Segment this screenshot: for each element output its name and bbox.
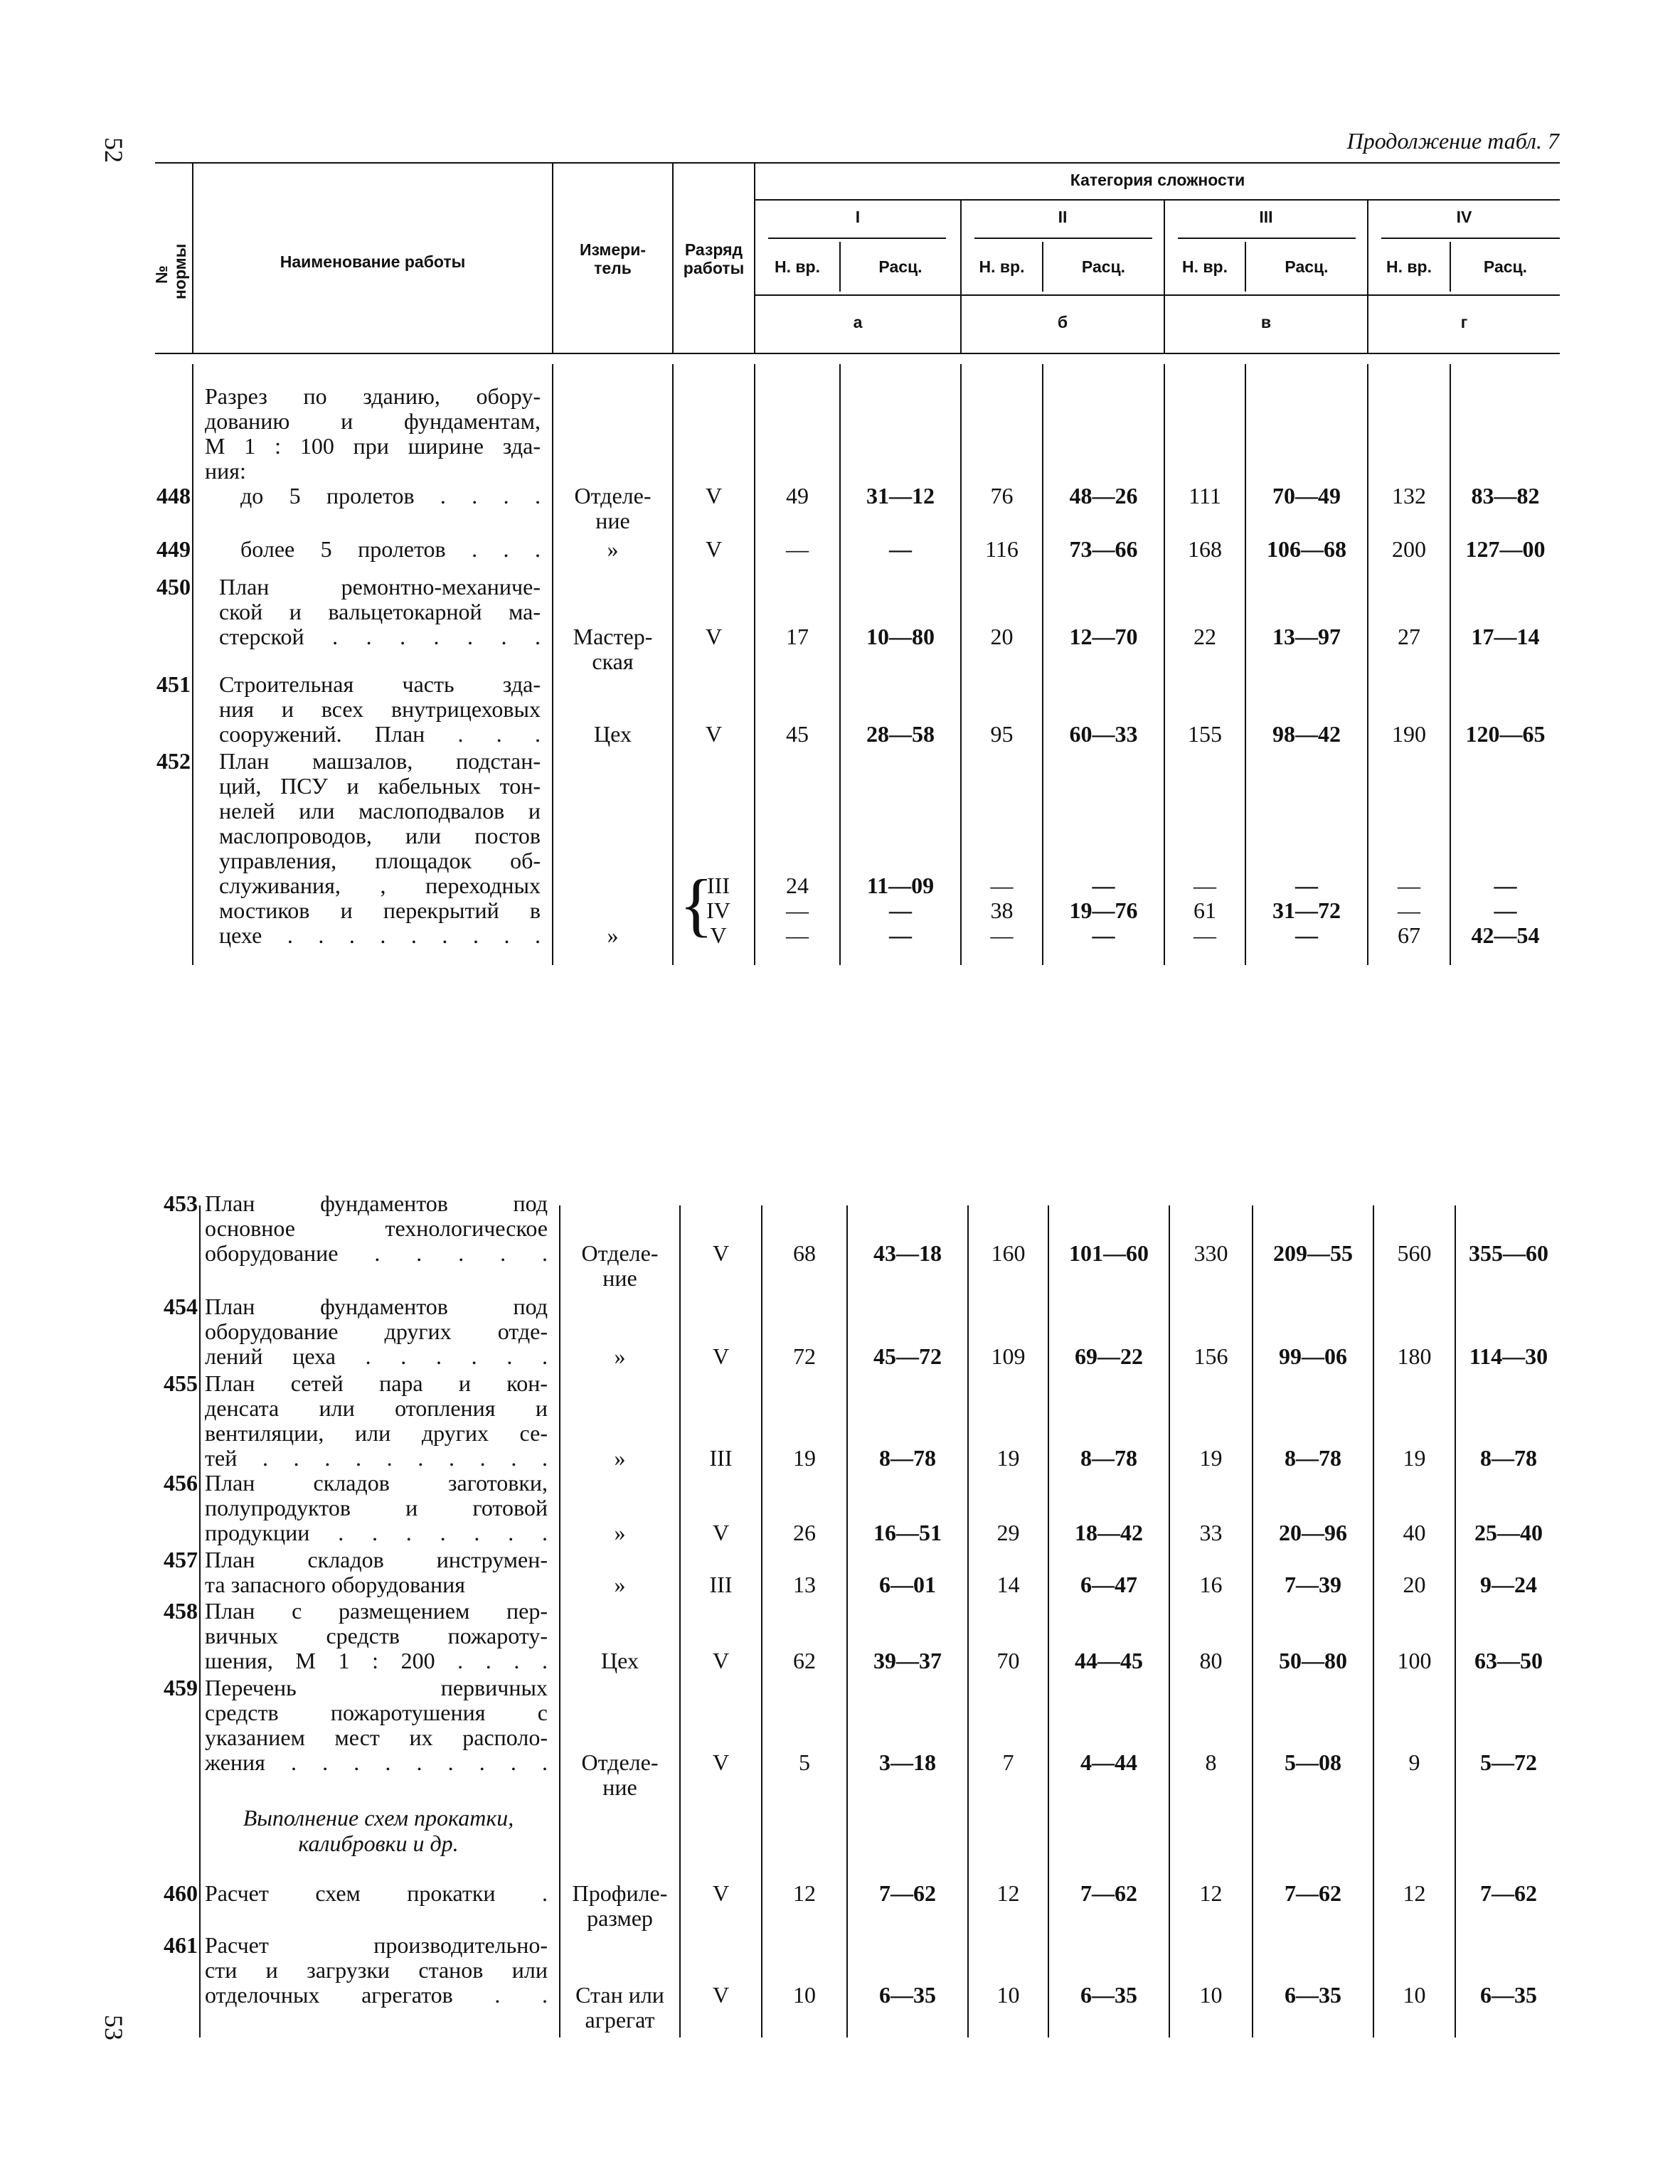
bottom-row-455-no: 455 xyxy=(164,1370,198,1396)
sub-norm-1: Н. вр. xyxy=(775,257,820,276)
bottom-row-459-v3: 4—44 xyxy=(1080,1749,1137,1775)
top-row-449-v5: 106—68 xyxy=(1267,536,1346,562)
bottom-row-461-name: Расчет производительно- сти и загрузки станов или отделочных агрегатов . . xyxy=(205,1932,548,2008)
bottom-row-459-v1: 3—18 xyxy=(879,1749,936,1775)
sub-norm-4: Н. вр. xyxy=(1386,257,1432,276)
bottom-row-458-no: 458 xyxy=(164,1598,198,1624)
bottom-row-461-grade: V xyxy=(712,1982,730,2008)
bottom-row-458-grade: V xyxy=(712,1648,730,1673)
top-row-452-name: План машзалов, подстан- ций, ПСУ и кабельных тон- нелей или маслоподвалов и маслопроводов, или постов управления, площадок об- служивания, , переходных мостиков и перекрытий в цехе . . . . . . . . . xyxy=(219,748,541,948)
top-row-448-v7: 83—82 xyxy=(1471,483,1540,508)
bottom-row-455-v2: 19 xyxy=(996,1445,1020,1471)
bottom-row-454-unit0: » xyxy=(614,1343,626,1369)
bottom-row-458-v2: 70 xyxy=(996,1648,1020,1673)
top-row-452-sub1-v6: — xyxy=(1398,897,1420,923)
top-row-452-sub2-v1: — xyxy=(889,922,912,948)
bottom-row-455-v0: 19 xyxy=(793,1445,816,1471)
bottom-row-459-v7: 5—72 xyxy=(1480,1749,1537,1775)
bottom-row-453-unit1: ние xyxy=(602,1265,637,1291)
bottom-row-457-v7: 9—24 xyxy=(1480,1572,1537,1597)
top-row-452-sub2-v2: — xyxy=(990,922,1014,948)
top-row-452-sub0-v2: — xyxy=(990,873,1014,898)
top-row-448-grade: V xyxy=(705,483,723,508)
bottom-row-457-v2: 14 xyxy=(996,1572,1020,1597)
bottom-row-457-v0: 13 xyxy=(793,1572,816,1597)
top-row-449-v4: 168 xyxy=(1188,536,1222,562)
top-row-448-v2: 76 xyxy=(990,483,1014,508)
top-row-452-sub2-v4: — xyxy=(1193,922,1216,948)
header-category: Категория сложности xyxy=(1070,171,1245,189)
bottom-row-458-name: План с размещением пер- вичных средств пожароту- шения, М 1 : 200 . . . . xyxy=(205,1598,548,1673)
top-row-450-name: План ремонтно-механиче- ской и вальцетокарной ма- стерской . . . . . . . xyxy=(219,574,541,649)
top-row-452-sub1-v4: 61 xyxy=(1193,897,1216,923)
bottom-row-456-v6: 40 xyxy=(1403,1520,1426,1545)
top-row-451-v0: 45 xyxy=(786,721,809,747)
bottom-row-456-v0: 26 xyxy=(793,1520,816,1545)
top-row-452-no: 452 xyxy=(156,748,191,774)
bottom-row-460-unit1: размер xyxy=(587,1905,653,1931)
top-row-449-no: 449 xyxy=(156,536,191,562)
top-row-448-v3: 48—26 xyxy=(1069,483,1138,508)
bottom-row-461-v1: 6—35 xyxy=(879,1982,936,2008)
bottom-row-457-unit0: » xyxy=(614,1572,626,1597)
top-row-451-v6: 190 xyxy=(1392,721,1426,747)
letter-b: б xyxy=(1057,313,1068,331)
bottom-row-455-name: План сетей пара и кон- денсата или отопления и вентиляции, или других се- тей . . . . . . . . . . xyxy=(205,1370,548,1471)
bottom-row-459-v0: 5 xyxy=(799,1749,810,1775)
bottom-row-453-v5: 209—55 xyxy=(1273,1240,1353,1266)
bottom-row-457-v6: 20 xyxy=(1403,1572,1426,1597)
bottom-row-453-v3: 101—60 xyxy=(1069,1240,1149,1266)
bottom-row-460-v2: 12 xyxy=(996,1880,1020,1906)
page-number-bottom: 53 xyxy=(100,2015,128,2040)
bottom-row-461-no: 461 xyxy=(164,1932,198,1958)
bottom-row-460-name: Расчет схем прокатки . xyxy=(205,1880,548,1906)
bottom-row-461-v6: 10 xyxy=(1403,1982,1426,2008)
bottom-row-455-v5: 8—78 xyxy=(1285,1445,1341,1471)
bottom-row-456-v3: 18—42 xyxy=(1075,1520,1143,1545)
top-row-451-name: Строительная часть зда- ния и всех внутрицеховых сооружений. План . . . xyxy=(219,671,541,747)
bottom-row-458-v4: 80 xyxy=(1199,1648,1223,1673)
bottom-row-454-v5: 99—06 xyxy=(1279,1343,1347,1369)
header-cat-3: III xyxy=(1259,208,1273,226)
bottom-row-453-v4: 330 xyxy=(1193,1240,1228,1266)
bottom-row-460-v4: 12 xyxy=(1199,1880,1223,1906)
top-row-452-grade-1: IV xyxy=(706,897,730,923)
bottom-row-459-name: Перечень первичных средств пожаротушения с указанием мест их располо- жения . . . . . . . . . xyxy=(205,1675,548,1775)
bottom-row-460-no: 460 xyxy=(164,1880,198,1906)
bottom-row-456-v7: 25—40 xyxy=(1474,1520,1543,1545)
top-row-449-v6: 200 xyxy=(1392,536,1426,562)
top-row-449-v3: 73—66 xyxy=(1069,536,1138,562)
top-row-452-sub0-v0: 24 xyxy=(786,873,809,898)
bottom-row-457-v1: 6—01 xyxy=(879,1572,936,1597)
top-row-452-sub0-v7: — xyxy=(1494,873,1517,898)
sub-norm-2: Н. вр. xyxy=(979,257,1025,276)
header-grade: Разряд работы xyxy=(683,240,745,277)
bottom-row-455-v6: 19 xyxy=(1403,1445,1426,1471)
header-no: № нормы xyxy=(152,243,189,299)
bottom-row-453-v2: 160 xyxy=(991,1240,1026,1266)
header-unit: Измери- тель xyxy=(579,240,647,277)
bottom-row-461-v5: 6—35 xyxy=(1285,1982,1341,2008)
top-row-450-v1: 10—80 xyxy=(866,624,935,649)
letter-a: а xyxy=(853,313,863,331)
bottom-row-458-v7: 63—50 xyxy=(1474,1648,1543,1673)
bottom-row-455-v3: 8—78 xyxy=(1080,1445,1137,1471)
top-row-451-v5: 98—42 xyxy=(1272,721,1341,747)
header-cat-1: I xyxy=(855,208,861,226)
bottom-row-454-v2: 109 xyxy=(991,1343,1026,1369)
letter-v: в xyxy=(1260,313,1272,331)
bottom-row-454-v4: 156 xyxy=(1193,1343,1228,1369)
letter-g: г xyxy=(1460,313,1468,331)
top-row-450-unit0: Мастер- xyxy=(573,624,653,649)
bottom-row-459-v6: 9 xyxy=(1408,1749,1420,1775)
bottom-row-453-name: План фундаментов под основное технологическое оборудование . . . . . xyxy=(205,1190,548,1266)
top-row-452-sub0-v5: — xyxy=(1295,873,1318,898)
bottom-row-457-name: План складов инструмен- та запасного оборудования xyxy=(205,1547,548,1597)
bottom-row-455-v4: 19 xyxy=(1199,1445,1223,1471)
top-row-452-sub1-v3: 19—76 xyxy=(1069,897,1138,923)
bottom-row-455-v7: 8—78 xyxy=(1480,1445,1537,1471)
top-row-448-name: до 5 пролетов . . . . xyxy=(240,483,541,508)
top-row-450-unit1: ская xyxy=(592,649,634,674)
bottom-row-458-v6: 100 xyxy=(1397,1648,1432,1673)
bottom-row-458-v3: 44—45 xyxy=(1075,1648,1143,1673)
bottom-row-461-unit0: Стан или xyxy=(575,1982,664,2008)
top-row-448-v0: 49 xyxy=(786,483,809,508)
header-name: Наименование работы xyxy=(280,252,466,271)
top-row-449-v7: 127—00 xyxy=(1465,536,1546,562)
bottom-row-454-v0: 72 xyxy=(793,1343,816,1369)
top-row-451-v4: 155 xyxy=(1188,721,1222,747)
bottom-row-460-v1: 7—62 xyxy=(879,1880,936,1906)
bottom-row-458-v1: 39—37 xyxy=(873,1648,942,1673)
top-row-450-v2: 20 xyxy=(990,624,1014,649)
top-row-452-sub2-v6: 67 xyxy=(1398,922,1420,948)
bottom-row-456-grade: V xyxy=(712,1520,730,1545)
top-row-450-grade: V xyxy=(705,624,723,649)
top-row-448-v4: 111 xyxy=(1189,483,1221,508)
bottom-row-456-name: План складов заготовки, полупродуктов и готовой продукции . . . . . . . xyxy=(205,1470,548,1545)
bottom-row-453-unit0: Отделе- xyxy=(581,1240,659,1266)
bottom-row-459-v5: 5—08 xyxy=(1285,1749,1341,1775)
bottom-row-458-v5: 50—80 xyxy=(1279,1648,1347,1673)
top-row-451-no: 451 xyxy=(156,671,191,697)
bottom-row-460-v0: 12 xyxy=(793,1880,816,1906)
bottom-row-461-v3: 6—35 xyxy=(1080,1982,1137,2008)
top-row-451-v3: 60—33 xyxy=(1069,721,1138,747)
top-row-452-sub0-v1: 11—09 xyxy=(866,873,935,898)
top-row-448-unit1: ние xyxy=(595,508,630,533)
top-row-449-v0: — xyxy=(786,536,809,562)
top-row-448-v6: 132 xyxy=(1392,483,1426,508)
sub-norm-3: Н. вр. xyxy=(1182,257,1228,276)
bottom-row-457-v4: 16 xyxy=(1199,1572,1223,1597)
top-row-intro-name: Разрез по зданию, обору- дованию и фундаментам, М 1 : 100 при ширине зда- ния: xyxy=(205,383,541,484)
bottom-row-456-v4: 33 xyxy=(1199,1520,1223,1545)
table-caption: Продолжение табл. 7 xyxy=(1346,128,1559,154)
bottom-row-454-grade: V xyxy=(712,1343,730,1369)
top-row-449-grade: V xyxy=(705,536,723,562)
top-row-452-sub0-v3: — xyxy=(1092,873,1115,898)
bottom-row-457-v3: 6—47 xyxy=(1080,1572,1137,1597)
top-row-451-v2: 95 xyxy=(990,721,1014,747)
top-row-449-v2: 116 xyxy=(985,536,1019,562)
bottom-row-455-grade: III xyxy=(709,1445,733,1471)
bottom-row-453-v0: 68 xyxy=(793,1240,816,1266)
top-row-449-unit0: » xyxy=(607,536,619,562)
top-row-452-sub1-v2: 38 xyxy=(990,897,1014,923)
sub-rate-2: Расц. xyxy=(1081,257,1126,276)
top-row-452-sub1-v1: — xyxy=(889,897,912,923)
top-row-452-sub2-v7: 42—54 xyxy=(1471,922,1540,948)
bottom-row-456-unit0: » xyxy=(614,1520,626,1545)
bottom-row-453-v1: 43—18 xyxy=(873,1240,942,1266)
top-row-448-unit0: Отделе- xyxy=(574,483,652,508)
bottom-row-456-v2: 29 xyxy=(996,1520,1020,1545)
top-row-452-sub1-v7: — xyxy=(1494,897,1517,923)
bottom-row-459-v2: 7 xyxy=(1002,1749,1014,1775)
top-row-449-name: более 5 пролетов . . . xyxy=(240,536,541,562)
top-row-452-sub2-v3: — xyxy=(1092,922,1115,948)
bottom-row-458-unit0: Цех xyxy=(601,1648,639,1673)
bottom-row-459-v4: 8 xyxy=(1205,1749,1217,1775)
bottom-row-460-v5: 7—62 xyxy=(1285,1880,1341,1906)
top-row-450-v7: 17—14 xyxy=(1471,624,1540,649)
top-row-452-sub0-v4: — xyxy=(1193,873,1216,898)
top-row-451-v1: 28—58 xyxy=(866,721,935,747)
bottom-row-459-grade: V xyxy=(712,1749,730,1775)
bottom-row-453-no: 453 xyxy=(164,1190,198,1216)
bottom-row-459-unit1: ние xyxy=(602,1774,637,1800)
bottom-row-460-v3: 7—62 xyxy=(1080,1880,1137,1906)
top-row-450-v0: 17 xyxy=(786,624,809,649)
top-row-452-sub1-v5: 31—72 xyxy=(1272,897,1341,923)
bottom-row-456-v1: 16—51 xyxy=(873,1520,942,1545)
top-row-451-v7: 120—65 xyxy=(1465,721,1546,747)
bottom-row-454-name: План фундаментов под оборудование других отде- лений цеха . . . . . . xyxy=(205,1294,548,1369)
top-row-448-no: 448 xyxy=(156,483,191,508)
bottom-row-460-v6: 12 xyxy=(1403,1880,1426,1906)
bottom-row-456-v5: 20—96 xyxy=(1279,1520,1347,1545)
bottom-row-454-v1: 45—72 xyxy=(873,1343,942,1369)
section-heading: Выполнение схем прокатки, калибровки и др. xyxy=(243,1805,514,1856)
bottom-row-456-no: 456 xyxy=(164,1470,198,1496)
top-row-452-unit: » xyxy=(607,922,619,948)
top-row-450-v6: 27 xyxy=(1398,624,1420,649)
bottom-row-453-v6: 560 xyxy=(1397,1240,1432,1266)
bottom-row-460-unit0: Профиле- xyxy=(572,1880,668,1906)
bottom-row-454-v7: 114—30 xyxy=(1469,1343,1548,1369)
bottom-row-457-v5: 7—39 xyxy=(1285,1572,1341,1597)
bottom-row-460-v7: 7—62 xyxy=(1480,1880,1537,1906)
bottom-row-461-v0: 10 xyxy=(793,1982,816,2008)
top-row-448-v5: 70—49 xyxy=(1272,483,1341,508)
bottom-row-457-grade: III xyxy=(709,1572,733,1597)
bottom-row-455-unit0: » xyxy=(614,1445,626,1471)
bottom-row-454-v6: 180 xyxy=(1397,1343,1432,1369)
header-cat-2: II xyxy=(1058,208,1068,226)
sub-rate-4: Расц. xyxy=(1483,257,1528,276)
top-row-452-grade-2: V xyxy=(710,922,727,948)
top-row-449-v1: — xyxy=(889,536,912,562)
bottom-row-458-v0: 62 xyxy=(793,1648,816,1673)
top-row-450-v3: 12—70 xyxy=(1069,624,1138,649)
top-row-452-sub2-v0: — xyxy=(786,922,809,948)
bottom-row-453-grade: V xyxy=(712,1240,730,1266)
top-row-452-grade-0: III xyxy=(707,873,730,898)
bottom-row-461-v4: 10 xyxy=(1199,1982,1223,2008)
top-row-448-v1: 31—12 xyxy=(866,483,935,508)
bottom-row-459-unit0: Отделе- xyxy=(581,1749,659,1775)
top-row-451-grade: V xyxy=(705,721,723,747)
top-row-451-unit0: Цех xyxy=(594,721,632,747)
top-row-450-no: 450 xyxy=(156,574,191,600)
bottom-row-457-no: 457 xyxy=(164,1547,198,1572)
bottom-row-460-grade: V xyxy=(712,1880,730,1906)
header-cat-4: IV xyxy=(1456,208,1472,226)
sub-rate-3: Расц. xyxy=(1285,257,1329,276)
bottom-row-461-v2: 10 xyxy=(996,1982,1020,2008)
sub-rate-1: Расц. xyxy=(878,257,923,276)
top-row-452-sub2-v5: — xyxy=(1295,922,1318,948)
bottom-row-453-v7: 355—60 xyxy=(1469,1240,1548,1266)
top-row-452-sub1-v0: — xyxy=(786,897,809,923)
bottom-row-454-v3: 69—22 xyxy=(1075,1343,1143,1369)
bottom-row-461-unit1: агрегат xyxy=(585,2007,655,2033)
top-row-452-sub0-v6: — xyxy=(1398,873,1420,898)
top-row-450-v4: 22 xyxy=(1193,624,1216,649)
top-row-452-brace: { xyxy=(679,865,713,944)
top-row-450-v5: 13—97 xyxy=(1272,624,1341,649)
bottom-row-461-v7: 6—35 xyxy=(1480,1982,1537,2008)
bottom-row-459-no: 459 xyxy=(164,1675,198,1700)
bottom-row-454-no: 454 xyxy=(164,1294,198,1319)
page-number-top: 52 xyxy=(100,137,128,163)
bottom-row-455-v1: 8—78 xyxy=(879,1445,936,1471)
